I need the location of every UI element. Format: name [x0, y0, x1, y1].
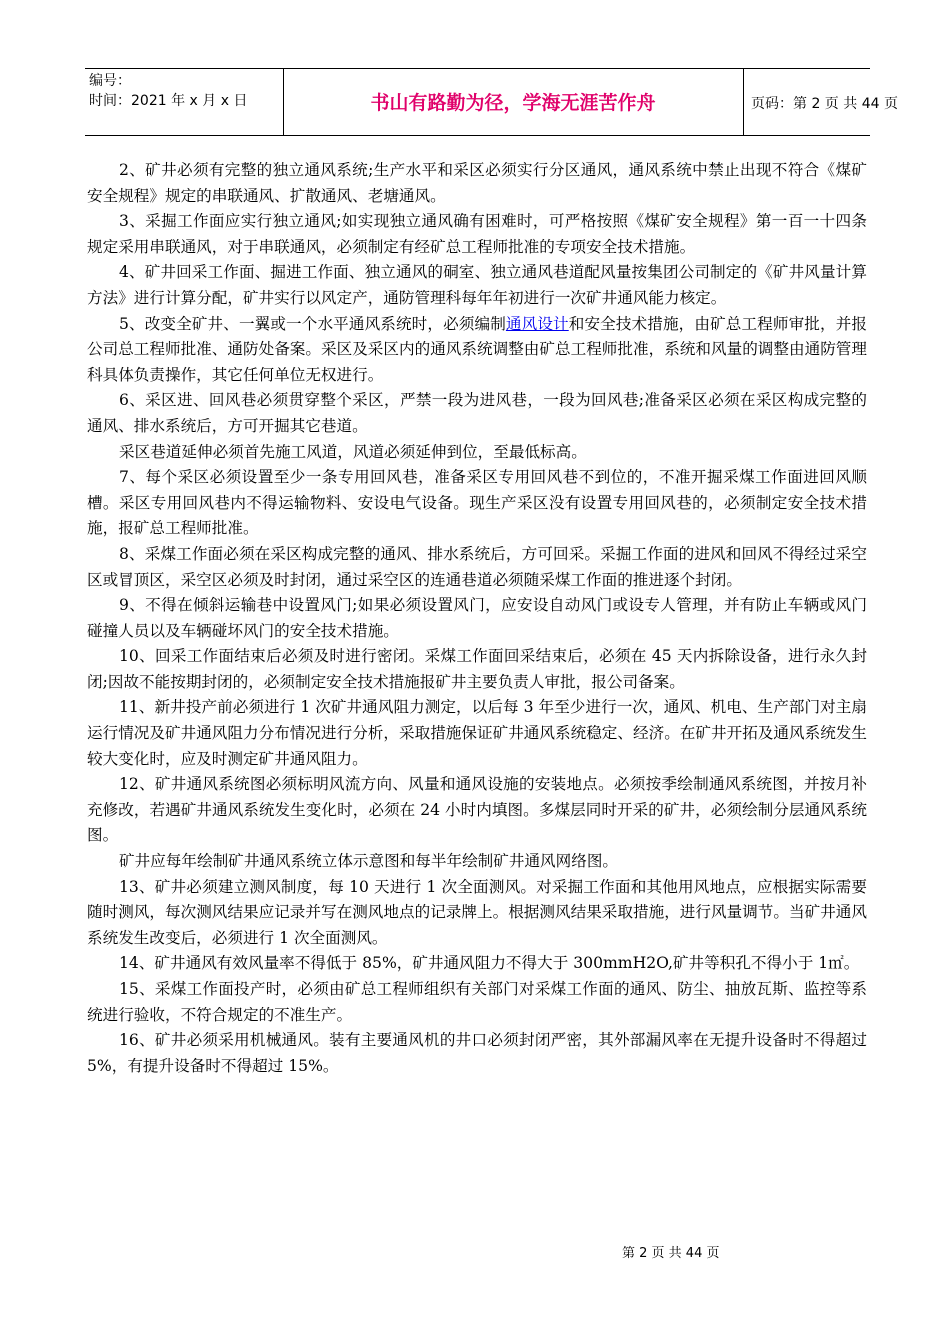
paragraph-15: 15、采煤工作面投产时，必须由矿总工程师组织有关部门对采煤工作面的通风、防尘、抽放瓦斯、监控等系统进行验收，不符合规定的不准生产。	[87, 980, 867, 1024]
paragraph-4: 4、矿井回采工作面、掘进工作面、独立通风的硐室、独立通风巷道配风量按集团公司制定的《矿井风量计算方法》进行计算分配，矿井实行以风定产，通防管理科每年年初进行一次矿井通风能力核定。	[87, 263, 867, 307]
paragraph-9: 9、不得在倾斜运输巷中设置风门;如果必须设置风门，应安设自动风门或设专人管理，并有防止车辆或风门碰撞人员以及车辆碰坏风门的安全技术措施。	[87, 596, 867, 640]
page-header	[85, 68, 898, 136]
paragraph-5-text-after: 和安全技术措施，由矿总工程师审批，并报公司总工程师批准、通防处备案。采区及采区内的通风系统调整由矿总工程师批准，系统和风量的调整由通防管理科具体负责操作，其它任何单位无权进行。	[87, 314, 867, 384]
paragraph-5-text-before: 5、改变全矿井、一翼或一个水平通风系统时，必须编制	[119, 314, 506, 333]
paragraph-5	[87, 312, 867, 389]
header-motto: 书山有路勤为径，学海无涯苦作舟	[370, 92, 656, 114]
paragraph-6-note: 采区巷道延伸必须首先施工风道，风道必须延伸到位，至最低标高。	[119, 442, 587, 461]
paragraph-16: 16、矿井必须采用机械通风。装有主要通风机的井口必须封闭严密，其外部漏风率在无提升设备时不得超过 5%，有提升设备时不得超过 15%。	[87, 1031, 867, 1075]
header-meta	[85, 69, 284, 135]
ventilation-design-link[interactable]: 通风设计	[505, 314, 569, 333]
page-footer: 第 2 页 共 44 页	[622, 1246, 720, 1261]
paragraph-2: 2、矿井必须有完整的独立通风系统;生产水平和采区必须实行分区通风，通风系统中禁止出现不符合《煤矿安全规程》规定的串联通风、扩散通风、老塘通风。	[87, 161, 867, 205]
header-page-cell	[743, 69, 898, 135]
paragraph-14: 14、矿井通风有效风量率不得低于 85%，矿井通风阻力不得大于 300mmH2O,矿井等积孔不得小于 1㎡。	[119, 954, 860, 973]
header-page-info: 页码：第 2 页 共 44 页	[751, 96, 898, 112]
document-body	[87, 158, 867, 1079]
paragraph-3: 3、采掘工作面应实行独立通风;如实现独立通风确有困难时，可严格按照《煤矿安全规程》第一百一十四条规定采用串联通风，对于串联通风，必须制定有经矿总工程师批准的专项安全技术措施。	[87, 212, 867, 256]
paragraph-6: 6、采区进、回风巷必须贯穿整个采区，严禁一段为进风巷，一段为回风巷;准备采区必须在采区构成完整的通风、排水系统后，方可开掘其它巷道。	[87, 391, 867, 435]
header-motto-cell	[283, 69, 744, 135]
paragraph-12: 12、矿井通风系统图必须标明风流方向、风量和通风设施的安装地点。必须按季绘制通风系统图，并按月补充修改，若遇矿井通风系统发生变化时，必须在 24 小时内填图。多煤层同时开采的矿井，必须绘制分层通风系统图。	[87, 775, 867, 845]
paragraph-13: 13、矿井必须建立测风制度，每 10 天进行 1 次全面测风。对采掘工作面和其他用风地点，应根据实际需要随时测风，每次测风结果应记录并写在测风地点的记录牌上。根据测风结果采取措施，进行风量调节。当矿井通风系统发生改变后，必须进行 1 次全面测风。	[87, 877, 867, 947]
document-number-label: 编号：	[89, 73, 131, 89]
paragraph-10: 10、回采工作面结束后必须及时进行密闭。采煤工作面回采结束后，必须在 45 天内拆除设备，进行永久封闭;因故不能按期封闭的，必须制定安全技术措施报矿井主要负责人审批，报公司备案。	[87, 647, 867, 691]
document-date: 时间：2021 年 x 月 x 日	[89, 93, 248, 109]
paragraph-12-note: 矿井应每年绘制矿井通风系统立体示意图和每半年绘制矿井通风网络图。	[119, 852, 619, 871]
paragraph-8: 8、采煤工作面必须在采区构成完整的通风、排水系统后，方可回采。采掘工作面的进风和回风不得经过采空区或冒顶区，采空区必须及时封闭，通过采空区的连通巷道必须随采煤工作面的推进逐个封闭。	[87, 544, 867, 589]
paragraph-7: 7、每个采区必须设置至少一条专用回风巷，准备采区专用回风巷不到位的，不准开掘采煤工作面进回风顺槽。采区专用回风巷内不得运输物料、安设电气设备。现生产采区没有设置专用回风巷的，必须制定安全技术措施，报矿总工程师批准。	[87, 468, 867, 538]
paragraph-11: 11、新井投产前必须进行 1 次矿井通风阻力测定，以后每 3 年至少进行一次，通风、机电、生产部门对主扇运行情况及矿井通风阻力分布情况进行分析，采取措施保证矿井通风系统稳定、经济。在矿井开拓及通风系统发生较大变化时，应及时测定矿井通风阻力。	[87, 698, 867, 768]
